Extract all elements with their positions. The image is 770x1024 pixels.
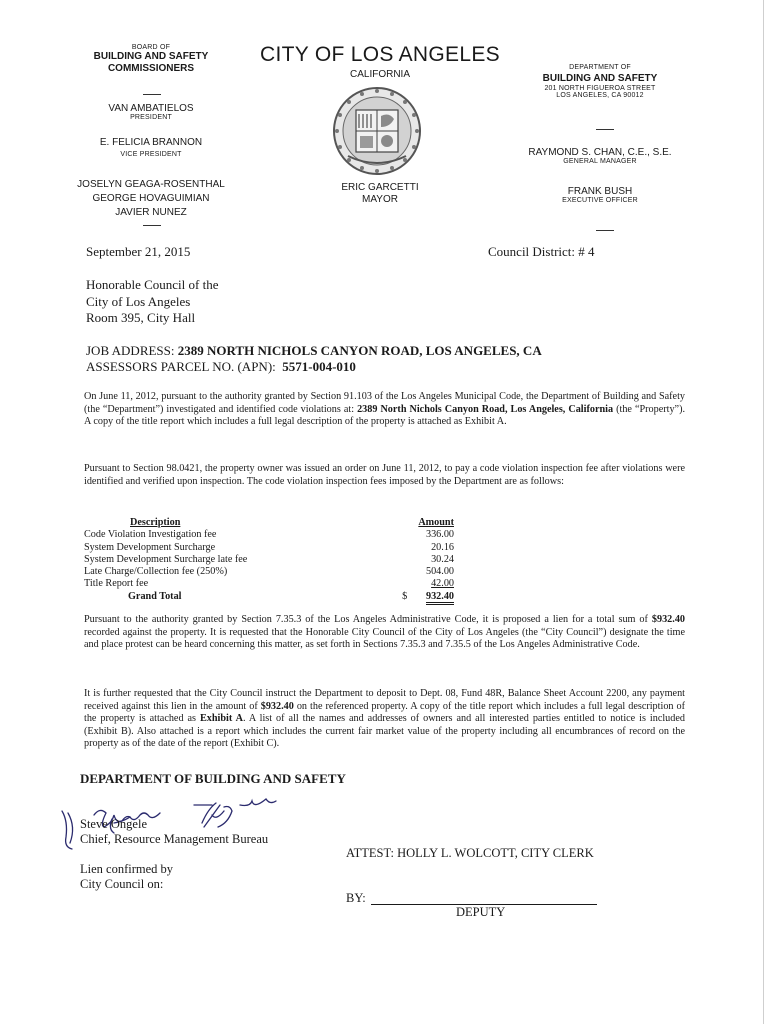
job-address-value: 2389 NORTH NICHOLS CANYON ROAD, LOS ANGELES, CA bbox=[177, 343, 542, 358]
board-line2: BUILDING AND SAFETY bbox=[93, 51, 209, 62]
dept-line2: BUILDING AND SAFETY bbox=[542, 73, 658, 84]
paragraph-text: On June 11, 2012, pursuant to the authority granted by Section 91.103 of the Los Angeles Municipal Code, the Department of Building and Safety (the “Department”) investigated and identified code violations at: bbox=[84, 391, 685, 415]
lien-line: Lien confirmed by bbox=[80, 862, 174, 876]
mayor-title: MAYOR bbox=[362, 194, 398, 205]
fee-description: Title Report fee bbox=[84, 578, 149, 590]
property-address-bold: 2389 North Nichols Canyon Road, Los Angeles, California bbox=[357, 403, 614, 415]
paragraph-text: (the “Property”). A copy of the title report which includes a full legal description of the property is attached as Exhibit A. bbox=[84, 403, 686, 428]
signer-title: Chief, Resource Management Bureau bbox=[80, 832, 269, 846]
president-block bbox=[66, 103, 236, 121]
table-row bbox=[84, 542, 454, 554]
fee-table-header bbox=[84, 517, 454, 529]
eo-title: EXECUTIVE OFFICER bbox=[562, 197, 638, 204]
divider bbox=[596, 230, 614, 231]
apn-value: 5571-004-010 bbox=[282, 359, 356, 374]
state-label: CALIFORNIA bbox=[349, 69, 410, 80]
fee-amount: 30.24 bbox=[431, 553, 454, 565]
paragraph-text: Pursuant to the authority granted by Section 7.35.3 of the Los Angeles Administrative Code, it is proposed a lien for a total sum of bbox=[84, 614, 652, 625]
gm-name: RAYMOND S. CHAN, C.E., S.E. bbox=[528, 147, 672, 158]
apn-line bbox=[86, 359, 542, 375]
fee-description: Late Charge/Collection fee (250%) bbox=[84, 566, 228, 578]
description-header bbox=[84, 517, 393, 529]
vp-name: E. FELICIA BRANNON bbox=[99, 137, 203, 148]
page-edge-line bbox=[763, 0, 764, 1024]
amount-header-label: Amount bbox=[418, 517, 454, 528]
fee-description: System Development Surcharge bbox=[84, 541, 216, 553]
board-block bbox=[66, 44, 236, 75]
paragraph-4 bbox=[84, 688, 685, 751]
mayor-block bbox=[300, 182, 460, 206]
divider bbox=[143, 94, 161, 95]
fee-description: System Development Surcharge late fee bbox=[84, 553, 248, 565]
fee-description: Code Violation Investigation fee bbox=[84, 529, 217, 541]
city-block bbox=[250, 43, 510, 80]
board-line3: COMMISSIONERS bbox=[107, 63, 195, 74]
fee-amount: 20.16 bbox=[431, 541, 454, 553]
mayor-name: ERIC GARCETTI bbox=[341, 182, 419, 193]
apn-label: ASSESSORS PARCEL NO. (APN): bbox=[86, 359, 276, 374]
president-name: VAN AMBATIELOS bbox=[108, 103, 194, 114]
total-currency: $ bbox=[402, 590, 408, 602]
member-name: JAVIER NUNEZ bbox=[115, 207, 187, 218]
lien-amount-bold: $932.40 bbox=[651, 614, 685, 625]
vp-block bbox=[66, 137, 236, 158]
council-district: Council District: # 4 bbox=[488, 244, 595, 259]
exhibit-a-bold: Exhibit A bbox=[199, 713, 243, 725]
attest-line: ATTEST: HOLLY L. WOLCOTT, CITY CLERK bbox=[346, 846, 594, 860]
description-header-label: Description bbox=[130, 517, 181, 528]
member-name: GEORGE HOVAGUIMIAN bbox=[92, 193, 210, 204]
recipient-line: City of Los Angeles bbox=[86, 293, 191, 309]
grand-total-label: Grand Total bbox=[128, 590, 182, 602]
fee-amount bbox=[411, 578, 454, 590]
paragraph-3 bbox=[84, 614, 685, 652]
members-block bbox=[66, 178, 236, 220]
recipient-line: Room 395, City Hall bbox=[86, 310, 196, 325]
paragraph-1 bbox=[84, 391, 685, 429]
table-row bbox=[84, 554, 454, 566]
paragraph-text: on the referenced property. A copy of the title report which includes a full legal description of the property is attached as bbox=[84, 700, 685, 725]
gm-block bbox=[510, 147, 690, 165]
divider bbox=[596, 129, 614, 130]
department-block bbox=[520, 64, 680, 99]
grand-total-value: 932.40 bbox=[426, 591, 454, 605]
gm-title: GENERAL MANAGER bbox=[563, 158, 637, 165]
lien-confirmed-block bbox=[80, 862, 173, 892]
dept-address1: 201 NORTH FIGUEROA STREET bbox=[544, 85, 656, 92]
member-name: JOSELYN GEAGA-ROSENTHAL bbox=[77, 179, 225, 190]
letter-date: September 21, 2015 bbox=[86, 244, 191, 259]
city-seal-image bbox=[330, 86, 424, 176]
recipient-block bbox=[86, 277, 219, 327]
table-row bbox=[84, 566, 454, 578]
deputy-label: DEPUTY bbox=[456, 905, 506, 919]
paragraph-text: . A list of all the names and addresses of owners and all interested parties entitled to notice is included (Exhibit B). Also attached is a report which includes the current fair market value of the property including all encumbrances of record on the property as of the date of the report (Exhibit C). bbox=[84, 713, 685, 750]
eo-name: FRANK BUSH bbox=[567, 186, 633, 197]
vp-title: VICE PRESIDENT bbox=[120, 151, 182, 158]
table-row bbox=[84, 578, 454, 590]
fee-table bbox=[84, 517, 454, 603]
city-title: CITY OF LOS ANGELES bbox=[260, 43, 500, 66]
paragraph-text: It is further requested that the City Council instruct the Department to deposit to Dept. 08, Fund 48R, Balance Sheet Account 2200, any payment received against this lien in the amount of bbox=[84, 688, 685, 712]
signer-block bbox=[80, 817, 268, 847]
total-row bbox=[84, 591, 454, 603]
signer-name: Steve Ongele bbox=[80, 817, 147, 831]
payment-amount-bold: $932.40 bbox=[260, 700, 294, 712]
fee-amount: 336.00 bbox=[425, 529, 454, 541]
job-address-label: JOB ADDRESS: bbox=[86, 343, 175, 358]
job-address bbox=[86, 343, 542, 359]
amount-header bbox=[411, 517, 454, 529]
dept-address2: LOS ANGELES, CA 90012 bbox=[556, 92, 644, 99]
dept-line1: DEPARTMENT OF bbox=[569, 64, 631, 71]
paragraph-text: recorded against the property. It is requested that the Honorable City Council of the City of Los Angeles (the “City Council”) designate the time and place protest can be heard concerning this matter, as set forth in Sections 7.35.3 and 7.35.5 of the Los Angeles Administrative Code. bbox=[84, 626, 685, 651]
table-row bbox=[84, 529, 454, 541]
fee-amount-value: 42.00 bbox=[431, 578, 454, 590]
recipient-line: Honorable Council of the bbox=[86, 277, 219, 292]
job-block bbox=[86, 343, 542, 375]
paragraph-2: Pursuant to Section 98.0421, the property owner was issued an order on June 11, 2012, to pay a code violation inspection fee after violations were identified and verified upon inspection. The code violation inspection fees imposed by the Department are as follows: bbox=[84, 463, 685, 487]
lien-line: City Council on: bbox=[80, 877, 164, 891]
department-heading: DEPARTMENT OF BUILDING AND SAFETY bbox=[80, 771, 346, 786]
eo-block bbox=[520, 186, 680, 204]
fee-amount: 504.00 bbox=[425, 566, 454, 578]
president-title: PRESIDENT bbox=[130, 114, 172, 121]
divider bbox=[143, 225, 161, 226]
by-label: BY: bbox=[346, 891, 366, 905]
grand-total-amount bbox=[411, 591, 454, 603]
board-line1: BOARD OF bbox=[131, 44, 171, 51]
